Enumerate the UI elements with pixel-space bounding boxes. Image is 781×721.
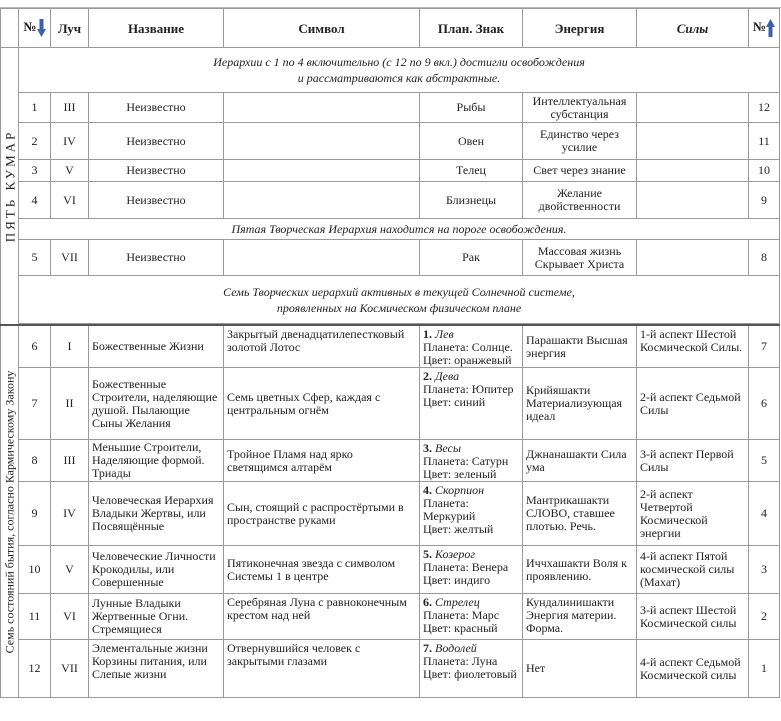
cell-symbol: Отвернувшийся человек с закрытыми глазами <box>224 640 420 698</box>
table-row <box>1 594 780 640</box>
cell-num-right: 3 <box>749 546 780 594</box>
cell-num: 11 <box>19 594 51 640</box>
table-row <box>1 160 780 182</box>
hierarchy-table <box>0 8 780 698</box>
cell-ray: II <box>51 368 89 440</box>
cell-energy: Свет через знание <box>523 160 637 182</box>
arrow-down-icon <box>37 19 46 37</box>
cell-name: Неизвестно <box>89 160 224 182</box>
header-forces: Силы <box>637 9 749 48</box>
cell-sign: Близнецы <box>420 182 523 219</box>
cell-num-right: 1 <box>749 640 780 698</box>
cell-sign: Рак <box>420 240 523 276</box>
cell-symbol: Серебряная Луна с равноконечным крестом над ней <box>224 594 420 640</box>
cell-num-right: 12 <box>749 93 780 123</box>
table-row <box>1 546 780 594</box>
cell-ray: I <box>51 325 89 368</box>
cell-symbol: Семь цветных Сфер, каждая с центральным огнём <box>224 368 420 440</box>
cell-symbol: Тройное Пламя над ярко светящимся алтарём <box>224 440 420 482</box>
cell-num: 1 <box>19 93 51 123</box>
cell-symbol <box>224 240 420 276</box>
cell-symbol <box>224 123 420 160</box>
cell-num: 10 <box>19 546 51 594</box>
header-row <box>1 9 780 48</box>
cell-energy: Мантрикашакти СЛОВО, ставшее плотью. Речь. <box>523 482 637 546</box>
cell-energy: Нет <box>523 640 637 698</box>
note-liberated: Иерархии с 1 по 4 включительно (с 12 по 9 вкл.) достигли освобождения и рассматриваются как абстрактные. <box>19 48 780 93</box>
cell-force: 2-й аспект Четвертой Космической энергии <box>637 482 749 546</box>
table-row <box>1 182 780 219</box>
cell-symbol: Пятиконечная звезда с символом Системы 1 в центре <box>224 546 420 594</box>
cell-num: 5 <box>19 240 51 276</box>
cell-ray: VII <box>51 240 89 276</box>
side-header <box>1 9 19 48</box>
cell-num-right: 9 <box>749 182 780 219</box>
cell-num-right: 11 <box>749 123 780 160</box>
cell-symbol: Сын, стоящий с распростёртыми в пространстве руками <box>224 482 420 546</box>
table-row <box>1 482 780 546</box>
note-seven: Семь Творческих иерархий активных в текущей Солнечной системе, проявленных на Космическом физическом плане <box>19 276 780 324</box>
cell-energy: Кундалинишакти Энергия материи. Форма. <box>523 594 637 640</box>
cell-num: 9 <box>19 482 51 546</box>
cell-sign: 1. Лев Планета: Солнце. Цвет: оранжевый <box>420 325 523 368</box>
cell-num-right: 8 <box>749 240 780 276</box>
cell-ray: IV <box>51 123 89 160</box>
cell-num: 4 <box>19 182 51 219</box>
cell-name: Элементальные жизни Корзины питания, или Слепые жизни <box>89 640 224 698</box>
cell-force <box>637 240 749 276</box>
cell-energy: Джнанашакти Сила ума <box>523 440 637 482</box>
cell-force <box>637 123 749 160</box>
header-symbol: Символ <box>224 9 420 48</box>
cell-num: 3 <box>19 160 51 182</box>
cell-name: Неизвестно <box>89 93 224 123</box>
table-row <box>1 440 780 482</box>
cell-sign: 7. Водолей Планета: Луна Цвет: фиолетовый <box>420 640 523 698</box>
cell-force: 2-й аспект Седьмой Силы <box>637 368 749 440</box>
cell-ray: IV <box>51 482 89 546</box>
note-fifth: Пятая Творческая Иерархия находится на пороге освобождения. <box>19 219 780 240</box>
cell-sign: 3. Весы Планета: Сатурн Цвет: зеленый <box>420 440 523 482</box>
cell-ray: V <box>51 160 89 182</box>
side-label-kumara: ПЯТЬ КУМАР <box>1 48 19 326</box>
cell-num-right: 2 <box>749 594 780 640</box>
side-label-states: Семь состояний бытия, согласно Кармическому Закону <box>1 325 19 698</box>
cell-force <box>637 93 749 123</box>
table-row <box>1 640 780 698</box>
cell-energy: Интеллектуальная субстанция <box>523 93 637 123</box>
cell-energy: Единство через усилие <box>523 123 637 160</box>
cell-num: 2 <box>19 123 51 160</box>
cell-force <box>637 160 749 182</box>
cell-ray: VI <box>51 182 89 219</box>
header-ray: Луч <box>51 9 89 48</box>
header-energy: Энергия <box>523 9 637 48</box>
cell-sign: 5. Козерог Планета: Венера Цвет: индиго <box>420 546 523 594</box>
arrow-up-icon <box>766 19 775 37</box>
cell-symbol <box>224 93 420 123</box>
cell-force: 1-й аспект Шестой Космической Силы. <box>637 325 749 368</box>
cell-ray: VI <box>51 594 89 640</box>
cell-sign: 6. Стрелец Планета: Марс Цвет: красный <box>420 594 523 640</box>
cell-num-right: 10 <box>749 160 780 182</box>
header-num: № <box>19 9 51 48</box>
note-row <box>1 219 780 240</box>
table-row <box>1 123 780 160</box>
cell-symbol <box>224 160 420 182</box>
cell-ray: III <box>51 440 89 482</box>
cell-num-right: 6 <box>749 368 780 440</box>
cell-symbol <box>224 182 420 219</box>
cell-num-right: 4 <box>749 482 780 546</box>
note-row <box>1 276 780 324</box>
cell-name: Неизвестно <box>89 240 224 276</box>
cell-num: 7 <box>19 368 51 440</box>
cell-energy: Желание двойственности <box>523 182 637 219</box>
table-row <box>1 93 780 123</box>
cell-num: 6 <box>19 325 51 368</box>
cell-sign: Рыбы <box>420 93 523 123</box>
cell-symbol: Закрытый двенадцатилепестковый золотой Лотос <box>224 325 420 368</box>
cell-force: 3-й аспект Первой Силы <box>637 440 749 482</box>
header-num-right: № <box>749 9 780 48</box>
cell-num: 8 <box>19 440 51 482</box>
cell-num-right: 5 <box>749 440 780 482</box>
cell-name: Божественные Строители, наделяющие душой. Пылающие Сыны Желания <box>89 368 224 440</box>
cell-name: Божественные Жизни <box>89 325 224 368</box>
cell-force: 4-й аспект Пятой космической силы (Махат) <box>637 546 749 594</box>
cell-name: Человеческая Иерархия Владыки Жертвы, или Посвящённые <box>89 482 224 546</box>
cell-name: Лунные Владыки Жертвенные Огни. Стремящиеся <box>89 594 224 640</box>
header-planet-sign: План. Знак <box>420 9 523 48</box>
cell-sign: 2. Дева Планета: Юпитер Цвет: синий <box>420 368 523 440</box>
header-name: Название <box>89 9 224 48</box>
table-row <box>1 368 780 440</box>
cell-sign: 4. Скорпион Планета: Меркурий Цвет: желтый <box>420 482 523 546</box>
cell-energy: Иччхашакти Воля к проявлению. <box>523 546 637 594</box>
cell-num-right: 7 <box>749 325 780 368</box>
table-row <box>1 325 780 368</box>
cell-energy: Крийяшакти Материализующая идеал <box>523 368 637 440</box>
cell-energy: Массовая жизнь Скрывает Христа <box>523 240 637 276</box>
cell-ray: III <box>51 93 89 123</box>
cell-num: 12 <box>19 640 51 698</box>
table-row <box>1 240 780 276</box>
cell-force <box>637 182 749 219</box>
cell-ray: V <box>51 546 89 594</box>
cell-force: 3-й аспект Шестой Космической силы <box>637 594 749 640</box>
cell-name: Неизвестно <box>89 182 224 219</box>
cell-energy: Парашакти Высшая энергия <box>523 325 637 368</box>
cell-sign: Овен <box>420 123 523 160</box>
cell-name: Меньшие Строители, Наделяющие формой. Триады <box>89 440 224 482</box>
note-row <box>1 48 780 93</box>
cell-name: Неизвестно <box>89 123 224 160</box>
cell-force: 4-й аспект Седьмой Космической силы <box>637 640 749 698</box>
cell-name: Человеческие Личности Крокодилы, или Совершенные <box>89 546 224 594</box>
cell-ray: VII <box>51 640 89 698</box>
cell-sign: Телец <box>420 160 523 182</box>
